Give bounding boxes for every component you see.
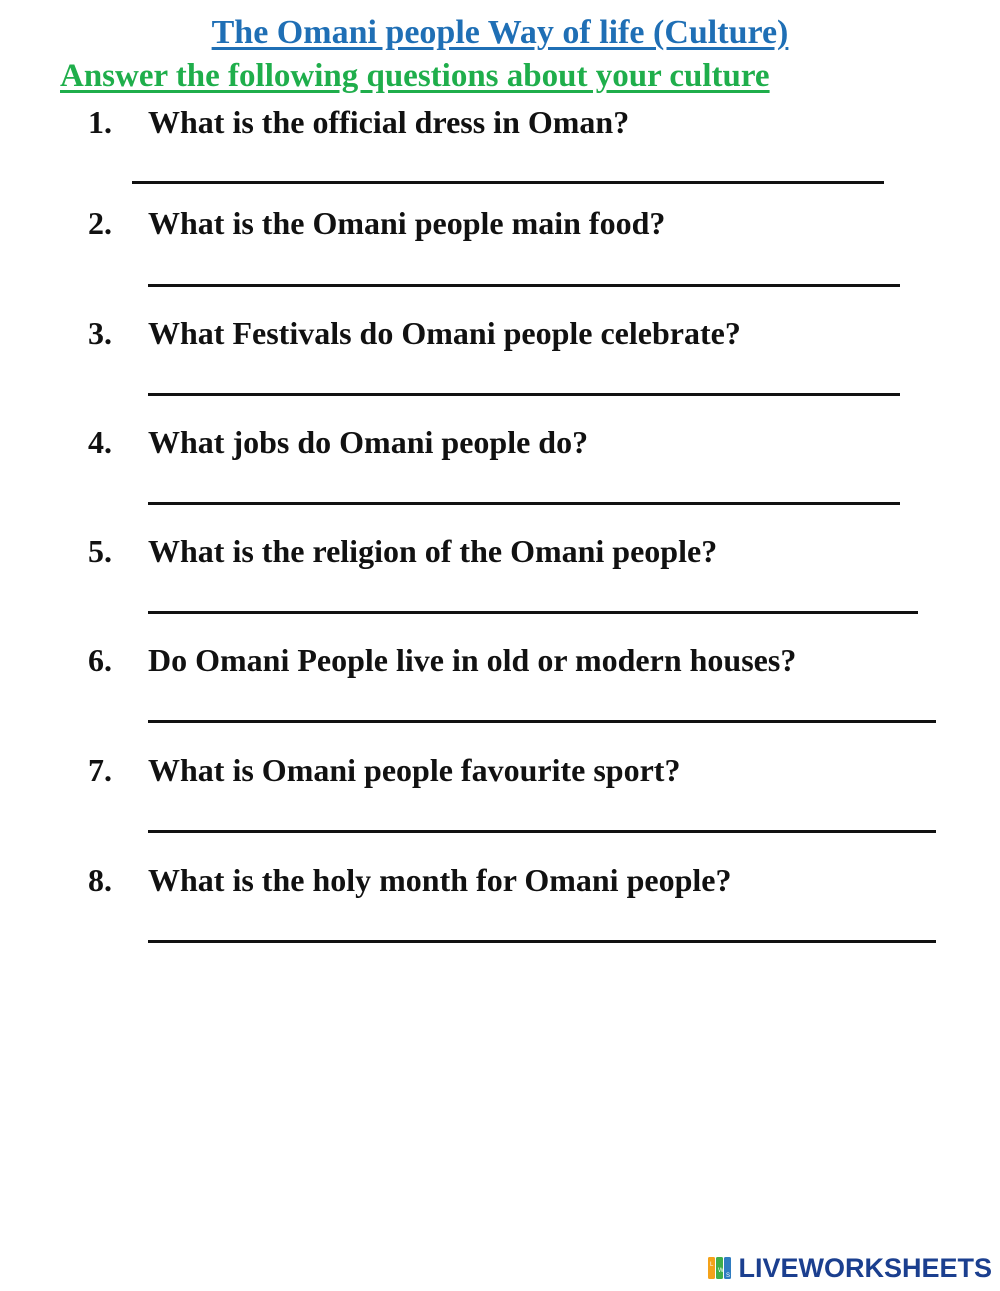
question-7 — [0, 752, 1000, 852]
question-number: 1. — [88, 104, 112, 140]
question-text: What is the holy month for Omani people? — [148, 862, 732, 898]
question-text: What is the Omani people main food? — [148, 205, 666, 241]
answer-line-7[interactable] — [148, 830, 936, 833]
answer-line-2[interactable] — [148, 284, 900, 287]
answer-line-8[interactable] — [148, 940, 936, 943]
question-text: Do Omani People live in old or modern houses? — [148, 642, 797, 678]
question-6 — [0, 642, 1000, 742]
question-5 — [0, 533, 1000, 633]
answer-line-1[interactable] — [132, 181, 884, 184]
question-number: 3. — [88, 315, 112, 351]
question-number: 7. — [88, 752, 112, 788]
answer-line-6[interactable] — [148, 720, 936, 723]
question-number: 5. — [88, 533, 112, 569]
question-3 — [0, 315, 1000, 415]
question-text: What is the official dress in Oman? — [148, 104, 630, 140]
question-number: 6. — [88, 642, 112, 678]
question-text: What is the religion of the Omani people? — [148, 533, 718, 569]
question-number: 4. — [88, 424, 112, 460]
worksheet-title: The Omani people Way of life (Culture) — [211, 14, 789, 51]
liveworksheets-logo-icon — [708, 1255, 734, 1281]
brand-name: LIVEWORKSHEETS — [738, 1252, 992, 1283]
svg-text:W: W — [718, 1268, 725, 1274]
answer-line-3[interactable] — [148, 393, 900, 396]
liveworksheets-brand — [708, 1253, 992, 1283]
question-text: What is Omani people favourite sport? — [148, 752, 681, 788]
svg-text:S: S — [726, 1273, 731, 1279]
answer-line-5[interactable] — [148, 611, 918, 614]
question-number: 2. — [88, 205, 112, 241]
question-text: What jobs do Omani people do? — [148, 424, 589, 460]
svg-text:L: L — [710, 1262, 714, 1268]
question-1 — [0, 104, 1000, 204]
question-4 — [0, 424, 1000, 524]
question-8 — [0, 862, 1000, 962]
question-number: 8. — [88, 862, 112, 898]
answer-line-4[interactable] — [148, 502, 900, 505]
question-2 — [0, 205, 1000, 305]
worksheet-instructions: Answer the following questions about your culture — [60, 58, 770, 94]
question-text: What Festivals do Omani people celebrate? — [148, 315, 741, 351]
